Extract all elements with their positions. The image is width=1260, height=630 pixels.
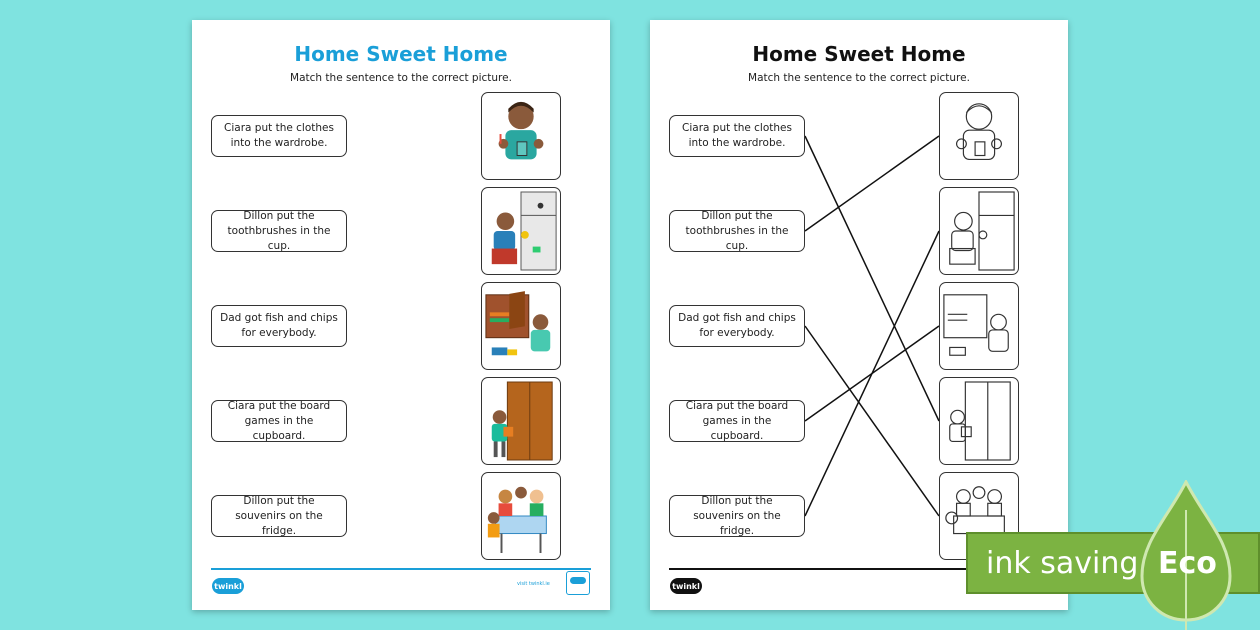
page-title: Home Sweet Home (752, 42, 966, 66)
girl-cupboard-games-icon (481, 282, 561, 370)
instruction: Match the sentence to the correct picture. (748, 72, 970, 84)
sentence-card: Dillon put the souvenirs on the fridge. (669, 495, 805, 537)
sentence-card: Dillon put the toothbrushes in the cup. (211, 210, 347, 252)
sentence-card: Dillon put the toothbrushes in the cup. (669, 210, 805, 252)
sentence-card: Dillon put the souvenirs on the fridge. (211, 495, 347, 537)
answer-line (805, 136, 939, 231)
eco-ink-saving-badge (966, 480, 1260, 630)
brand-logo: twinkl (670, 578, 702, 594)
eco-label: Eco (1158, 546, 1217, 581)
sentence-card: Ciara put the board games in the cupboard. (669, 400, 805, 442)
answer-line (805, 326, 939, 516)
boy-fridge-magnets-icon (481, 187, 561, 275)
footer-divider (211, 568, 591, 570)
answer-line (805, 136, 939, 421)
sentence-card: Dad got fish and chips for everybody. (669, 305, 805, 347)
answer-line (805, 326, 939, 421)
sentence-card: Dad got fish and chips for everybody. (211, 305, 347, 347)
girl-wardrobe-clothes-icon (481, 377, 561, 465)
worksheet-color (192, 20, 610, 610)
footer-link: visit twinkl.ie (517, 581, 550, 587)
brand-logo: twinkl (212, 578, 244, 594)
sentence-card: Ciara put the clothes into the wardrobe. (211, 115, 347, 157)
instruction: Match the sentence to the correct picture. (290, 72, 512, 84)
family-dinner-icon (481, 472, 561, 560)
girl-cupboard-games-icon (939, 282, 1019, 370)
eco-banner-text: ink saving (986, 546, 1139, 581)
page-title: Home Sweet Home (294, 42, 508, 66)
sentence-card: Ciara put the clothes into the wardrobe. (669, 115, 805, 157)
boy-fridge-magnets-icon (939, 187, 1019, 275)
answer-line (805, 231, 939, 516)
girl-wardrobe-clothes-icon (939, 377, 1019, 465)
publisher-badge-icon (566, 571, 590, 595)
boy-toothbrushes-icon (939, 92, 1019, 180)
sentence-card: Ciara put the board games in the cupboard. (211, 400, 347, 442)
boy-toothbrushes-icon (481, 92, 561, 180)
